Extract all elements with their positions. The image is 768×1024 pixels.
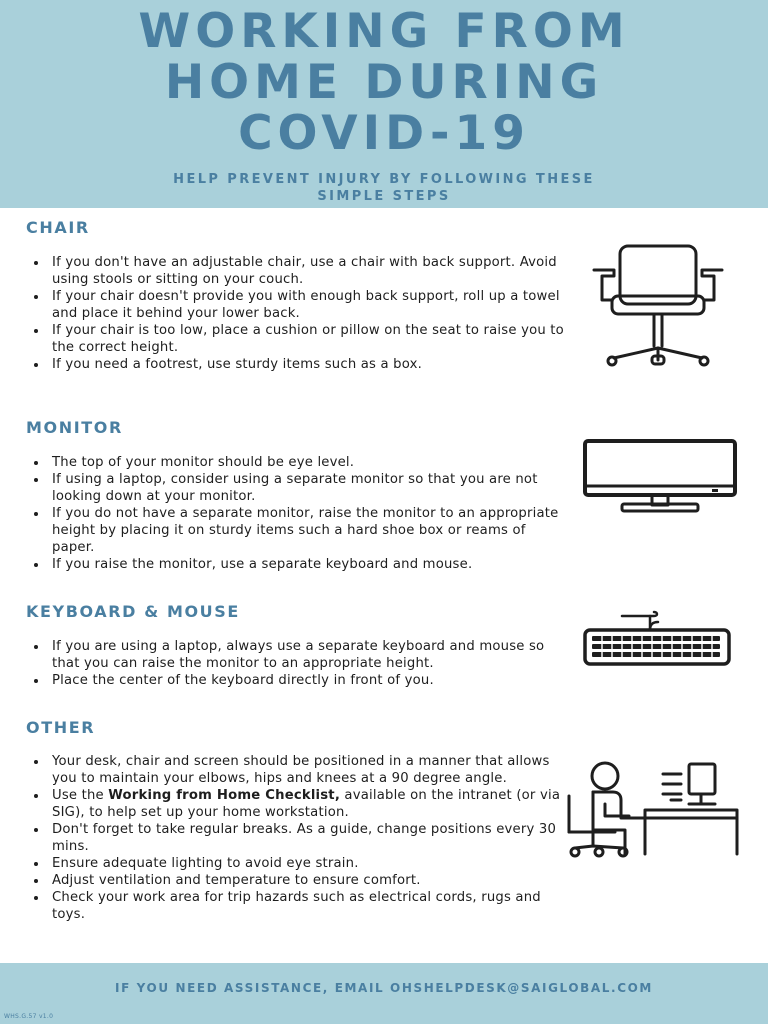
- list-item: Your desk, chair and screen should be positioned in a manner that allows you to maintain your elbows, hips and knees at a 90 degree angle.: [34, 753, 564, 787]
- person-at-desk-icon: [563, 760, 743, 860]
- title-line-1: WORKING FROM: [138, 4, 630, 59]
- footer-assistance-text: IF YOU NEED ASSISTANCE, EMAIL OHSHELPDESK@SAIGLOBAL.COM: [115, 981, 653, 995]
- checklist-prefix: Use the: [52, 788, 109, 803]
- page-subtitle: [90, 171, 678, 205]
- other-list: [34, 753, 564, 923]
- subtitle-line-2: SIMPLE STEPS: [317, 189, 451, 204]
- list-item: Adjust ventilation and temperature to ensure comfort.: [34, 872, 564, 889]
- list-item: If your chair doesn't provide you with enough back support, roll up a towel and place it behind your lower back.: [34, 288, 564, 322]
- header-banner: [0, 0, 768, 208]
- section-keyboard-mouse: [0, 602, 768, 712]
- section-other: [0, 718, 768, 958]
- section-monitor: [0, 418, 768, 598]
- office-chair-icon: [588, 240, 728, 370]
- chair-list: [34, 254, 564, 373]
- list-item-checklist: [34, 787, 564, 821]
- checklist-suffix: available on the intranet (or via SIG), to help set up your home workstation.: [52, 788, 561, 820]
- monitor-icon: [582, 438, 738, 514]
- list-item: Check your work area for trip hazards such as electrical cords, rugs and toys.: [34, 889, 564, 923]
- checklist-name: Working from Home Checklist,: [108, 788, 341, 803]
- section-chair: [0, 218, 768, 408]
- monitor-list: [34, 454, 564, 573]
- list-item: Ensure adequate lighting to avoid eye strain.: [34, 855, 564, 872]
- list-item: If you are using a laptop, always use a separate keyboard and mouse so that you can raise the monitor to an appropriate height.: [34, 638, 564, 672]
- keyboard-list: [34, 638, 564, 689]
- list-item: If you don't have an adjustable chair, use a chair with back support. Avoid using stools or sitting on your couch.: [34, 254, 564, 288]
- section-title-chair: CHAIR: [26, 218, 90, 237]
- list-item: If you raise the monitor, use a separate keyboard and mouse.: [34, 556, 564, 573]
- list-item: If you do not have a separate monitor, raise the monitor to an appropriate height by placing it on sturdy items such a hard shoe box or reams of paper.: [34, 505, 564, 556]
- document-code: WHS.G.57 v1.0: [4, 1013, 54, 1020]
- list-item: If using a laptop, consider using a separate monitor so that you are not looking down at your monitor.: [34, 471, 564, 505]
- list-item: If you need a footrest, use sturdy items such as a box.: [34, 356, 564, 373]
- list-item: The top of your monitor should be eye level.: [34, 454, 564, 471]
- title-line-3: COVID-19: [238, 106, 530, 161]
- section-title-monitor: MONITOR: [26, 418, 123, 437]
- page-title: [0, 0, 768, 159]
- section-title-keyboard: KEYBOARD & MOUSE: [26, 602, 240, 621]
- footer-banner: [0, 963, 768, 1024]
- list-item: Don't forget to take regular breaks. As a guide, change positions every 30 mins.: [34, 821, 564, 855]
- keyboard-icon: [582, 610, 732, 668]
- list-item: If your chair is too low, place a cushion or pillow on the seat to raise you to the correct height.: [34, 322, 564, 356]
- title-line-2: HOME DURING: [164, 55, 604, 110]
- list-item: Place the center of the keyboard directly in front of you.: [34, 672, 564, 689]
- section-title-other: OTHER: [26, 718, 96, 737]
- subtitle-line-1: HELP PREVENT INJURY BY FOLLOWING THESE: [173, 172, 595, 187]
